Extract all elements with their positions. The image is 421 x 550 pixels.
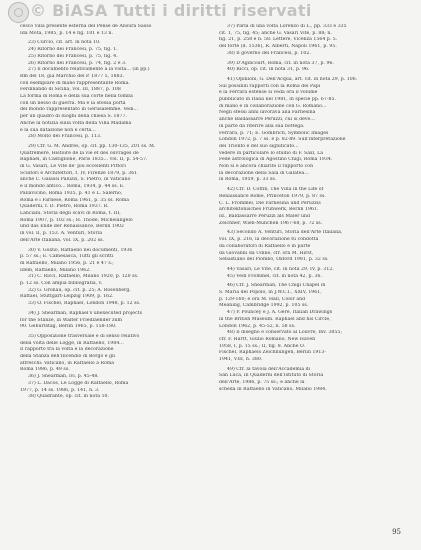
text-line: la decorazione della Sala di Galatea... <box>219 170 309 176</box>
text-line: 49) Cfr. la tavola dell'Accademia di <box>227 366 311 372</box>
text-line: 42) Cfr. D. Coffin, The Villa in the Life of <box>227 187 324 193</box>
text-line: 41) Opinioni, G. Dell'Acqua, art. cit. in nota 29, p. 106. <box>227 76 358 82</box>
text-line: della volta delle Logge, in Raffaello, 1984... <box>20 340 124 346</box>
text-line: 46) Cfr. J. Shearman, The Chigi Chapel in <box>227 283 326 289</box>
text-line: Il rapporto tra la volta e la decorazione <box>20 347 114 353</box>
text-line: da collaboratori di Raffaello e in parte <box>219 243 311 249</box>
text-line: di Raffaello, Milano 1956, p. 21 e 47 s.; <box>20 260 114 266</box>
text-line: 24) Ritorno dei Francesi, p. 75, fig. 1. <box>28 47 118 53</box>
text-line: Quaderni, f. D. Pietro, Roma 1937. R. <box>20 204 109 210</box>
text-line: per un quadro di luoghi della chiesa S. 1877. <box>20 114 127 120</box>
text-line: in the British Museum. Raphael and his Circle, <box>219 316 331 322</box>
text-line: 47) P. Pouncey e J. A. Gere, Italian Drawings <box>227 310 333 316</box>
text-line: e la Ferrara estense si veda ora il volume <box>219 90 318 96</box>
text-line: 26) Ritorno dei Francesi, p. 74, fig. 2 e 3. <box>28 60 127 66</box>
text-line: 27) Il documento relativamente a la volta... (in pp.) <box>28 67 150 73</box>
text-line: cit. 1, 75, fig. 45; anche G. Vasari Vite, p. 88; n. <box>219 30 332 36</box>
text-line: vedere in particolare lo studio di F. Saxl, La <box>219 150 324 156</box>
text-line: scheda in Raffaello in Vaticano, Milano 1984. <box>219 386 327 392</box>
text-line: Fischel, Raphaels Zeichnungen, Berlin 1913- <box>219 350 326 356</box>
text-line: La forma di Roma e della sua corte nella tomba <box>20 94 133 100</box>
text-line: 1941, VIII, n. 380. <box>219 357 263 363</box>
text-line: Id., Baldassarre Peruzzi als Maler und <box>219 213 311 219</box>
text-line: 43) Secondo A. Venturi, Storia dell'Arte Italiana, <box>227 230 343 236</box>
text-line: architektonisches Frühwerk, Berlin 1961. <box>219 207 319 213</box>
text-line: e il mondo antico... Roma, 1934, p. 44 ss. E. <box>20 184 125 190</box>
text-line: Lanciani, Storia degli scavi di Roma, t. III, <box>20 210 121 216</box>
text-line: Raphaël, in Castiglione, Paris 1835... vol. II, p. 54-57. <box>20 157 148 163</box>
text-line: 25) Ritorno dei Francesi, p. 75, fig. 4. <box>28 53 118 59</box>
text-line: 36) J. Shearman, ivi, p. 45-48. <box>28 374 99 380</box>
text-line: 1958, I, p. 15 ss.; II, fig. 8. Anche O. <box>219 343 306 349</box>
text-line: Sui possibili rapporti con la Roma dei Papi <box>219 83 321 89</box>
text-line: Scultori e Architettori, t. IV, Firenze 1879, p. 361 <box>20 170 138 176</box>
text-line: Ferrara, p. 71; E. Gombrich, Symbolic Images <box>219 130 329 136</box>
text-line: Sebastiano del Piombo, Oxford 1981, p. 32 ss. <box>219 257 329 263</box>
text-line: di mano e in collaborazione con G. Romano... <box>219 103 327 109</box>
text-line: 45) Vedi Frommel, cit. in nota 42, p. 36. <box>227 273 322 279</box>
text-line: 38) Il governo dei Francesi, p. 102. <box>227 50 311 56</box>
text-line: 44) Vasari, Le Vite, cit. in nota 29, IV, p. 312. <box>227 266 334 272</box>
text-line: Idem, Raffaello, Milano 1962. <box>20 267 91 273</box>
text-line: 31) C. Ricci, Raffaello, Milano 1920, p. 120 ss. <box>28 274 139 280</box>
text-line: Pallavicino, Roma 1935, p. 41 e L. Salerno, <box>20 190 123 196</box>
text-line: San Luca, in Quaderni dell'Istituto di Storia <box>219 373 324 379</box>
text-line: Roma 1986, p. 49 ss. <box>20 367 70 373</box>
text-line: Meaning, Cambridge 1992, p. 105 ss. <box>219 303 309 309</box>
text-line: in Roma, 1959, p. 33 ss. <box>219 177 277 183</box>
text-line: S. Maria del Popolo, in J.W.C.I., XXIV, 1961, <box>219 290 322 296</box>
text-line: Renaissance Rome, Princeton 1979, p. 87 ss. <box>219 193 326 199</box>
text-line: del Trionfo e del suo significato... <box>219 143 299 149</box>
text-line: dell'Arte, 1986, p. 75 ss.; e anche la <box>219 380 305 386</box>
text-line: 23) Curcio, cit. art. in nota 10. <box>28 40 101 46</box>
text-line: da Giovanni da Udine, cfr. ora M. Hirst, <box>219 250 314 256</box>
text-line: Fede astrologica di Agostino Chigi, Roma 1934. <box>219 157 333 163</box>
text-line: Roma e i Farnese, Roma 1961, p. 35 ss. Roma <box>20 197 130 203</box>
text-line: 39) D'Agincourt, Roma, cit. in nota 37, p. 96. <box>227 60 334 66</box>
text-line: del mondo rappresentato in Gerusalemme. Vedi... <box>20 107 139 113</box>
text-line: 1977, p. 14 ss. 1986, p. 141, n. 3. <box>20 387 100 393</box>
text-line: 37) L. Dacos, Le Logge di Raffaello, Roma <box>28 380 129 386</box>
text-columns <box>20 24 400 529</box>
text-line: 40) Ricci, op. cit. in nota 31, p. 96. <box>227 67 310 73</box>
text-line: cesco villa presente esterna del Pense de Ansura Sasso <box>20 24 152 29</box>
text-line: London 1972, p. 7 ss. e p. 82-89. Sull'interpretazione <box>219 137 346 143</box>
text-line: con esemplare di mano rappresentante Roma. <box>20 80 130 86</box>
text-line: for the Stanze, in Walter Friedlaender zum <box>20 317 123 323</box>
text-line: C. L. Frommel, Die Farnesina und Peruzzis <box>219 200 321 206</box>
right-column-lines <box>219 24 400 394</box>
text-line: 38) Quadrante, op. cit. in nota 10. <box>28 394 110 400</box>
text-line: pubblicato in Italia nel 1981, in specie pp. 67-85. <box>219 97 336 103</box>
text-line: p. 129-160; e ora M. Hall, Color and <box>219 296 306 302</box>
left-column <box>20 24 201 529</box>
left-column-lines <box>20 24 201 401</box>
text-line: in parte da riferire alla sua bottega. <box>219 123 305 129</box>
text-line: Quatremère, Histoire de la vie et des ouvrages de <box>20 150 139 156</box>
text-line: anche Baldassarre Peruzzi, cui si deve... <box>219 117 315 123</box>
text-line: Rm del 18, già Marchio del P. 1877 5, 1883. <box>20 73 125 79</box>
text-line: 30) V. Golzio, Raffaello nei documenti, 1936 <box>28 247 133 253</box>
text-line: 90. Geburtstag, Berlin 1965, p. 158-180. <box>20 324 117 330</box>
text-line: del forte (d. 1536), R. Alberti, Napoli 1961, p. 95. <box>219 44 337 50</box>
text-line: Roma 1907, p. 102 ss.; H. Thode, Michelangelo <box>20 217 133 223</box>
text-line: con un nesso di guerra. Ma è la stessa porta <box>20 100 126 106</box>
text-line: 28) Molto dei Francesi, p. 113. <box>28 134 102 140</box>
text-line: Negli stessi anni lavorava alla Farnesina <box>219 110 316 116</box>
text-line: in vol. II, p. 153. A. Venturi, Storia <box>20 231 103 237</box>
text-line: affreschi: Vaticano, in Raffaello a Roma <box>20 360 115 366</box>
watermark-banner <box>0 0 421 22</box>
text-line: 34) J. Shearman, Raphael's unexecuted projects <box>28 310 143 316</box>
text-line: und das Ende der Renaissance, Berlin 1902 <box>20 224 124 230</box>
text-line: e la sua datazione non è certa... <box>20 127 96 133</box>
library-seal-icon <box>8 2 29 23</box>
text-line: Raffael, Stuttgart-Leipzig 1909, p. 162. <box>20 294 114 300</box>
text-line: 35) Opposizione trasversale e di senso relativo <box>28 333 140 339</box>
right-column <box>219 24 400 529</box>
text-line: Ferdinando di Sicilia, vol. III, 1887, p. 108 <box>20 87 121 93</box>
text-line: Ida Mota, 1985, p. 14 e fig. 101 e 13 n. <box>20 30 114 36</box>
text-line: 37) Parla di una volta Lorenzo di L., pp. 333 e 335 <box>227 24 347 29</box>
text-line: anche C. Galassi Paluzzi, S. Pietro, in Vaticano <box>20 177 131 183</box>
text-line: vol. IX, p. 216, la decorazione fu condotta <box>219 237 319 243</box>
text-line: della Stanza dell'Incendio di Borgo e gli <box>20 354 116 360</box>
text-line: di G. Vasari, Le Vite de' più eccellenti Pittori <box>20 164 126 170</box>
text-line: 33) O. Fischel, Raphael, London 1948, p. 12 ss. <box>28 301 141 307</box>
text-line: London 1962, p. 45-52, n. 58 ss. <box>219 323 296 329</box>
text-line: 32) G. Gronau, op. cit. p. 25; A. Rosenberg, <box>28 287 131 293</box>
text-line: fig. 21, p. 258 e n. 58. Lettere, Vicenza 1564 p. 5. <box>219 37 338 43</box>
text-line: Non si è ancora chiarito il rapporto con <box>219 164 314 170</box>
text-line: 29) Cfr. G. M. Andres, op. cit. pp. 130-135, 201 ss. M. <box>28 143 156 149</box>
text-line: p. 12 ss. Con ampia bibliografia, v. <box>20 281 103 287</box>
text-line: Anche la notizia sulla volta della Villa Madama <box>20 120 132 126</box>
text-line: cfr. F. Hartt, Giulio Romano, New Haven <box>219 336 316 342</box>
text-line: dell'Arte Italiana, vol. IX, p. 202 ss. <box>20 237 105 243</box>
text-line: Zeichner, Wien-München 1967-68, p. 72 ss. <box>219 220 323 226</box>
text-line: p. 57 ss.; E. Camesasca, Tutti gli scritti <box>20 254 114 260</box>
text-line: 48) Il disegno è conservato al Louvre, Inv. 3855; <box>227 330 342 336</box>
watermark-text: © BiASA Tutti i diritti riservati <box>30 1 312 20</box>
page-number: 95 <box>392 528 401 536</box>
